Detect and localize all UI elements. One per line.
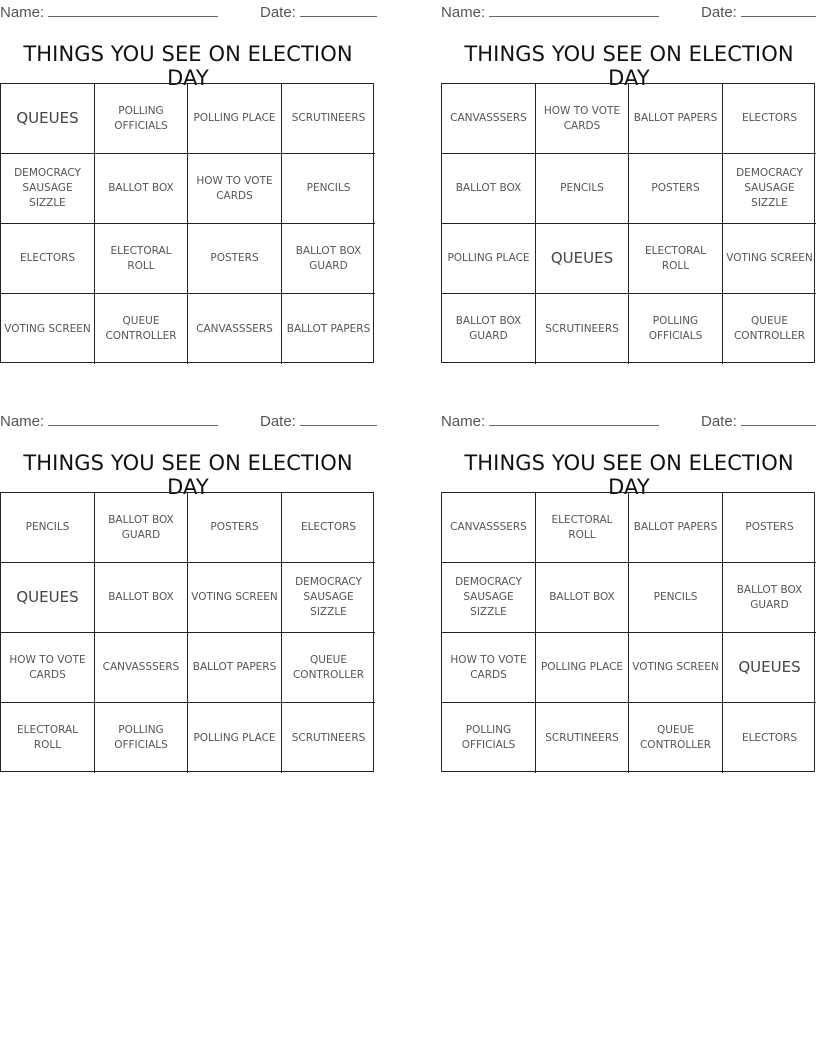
bingo-cell[interactable]: PENCILS [536,154,629,224]
bingo-cell[interactable]: POSTERS [723,493,816,563]
card-title: THINGS YOU SEE ON ELECTION DAY [464,451,794,499]
date-label: Date: [260,4,296,21]
bingo-cell[interactable]: POSTERS [188,224,282,294]
bingo-cell[interactable]: POSTERS [629,154,723,224]
bingo-cell[interactable]: CANVASSSERS [95,633,188,703]
bingo-cell[interactable]: HOW TO VOTE CARDS [536,84,629,154]
bingo-cell[interactable]: BALLOT BOX GUARD [442,294,536,364]
bingo-cell[interactable]: ELECTORS [1,224,95,294]
bingo-cell[interactable]: BALLOT PAPERS [188,633,282,703]
bingo-cell[interactable]: HOW TO VOTE CARDS [442,633,536,703]
card-header [0,2,376,20]
bingo-grid [441,83,815,363]
bingo-cell[interactable]: CANVASSSERS [188,294,282,364]
name-field[interactable] [441,2,659,21]
bingo-cell[interactable]: POLLING PLACE [442,224,536,294]
bingo-cell[interactable]: POLLING PLACE [536,633,629,703]
bingo-cell[interactable]: QUEUE CONTROLLER [629,703,723,773]
date-field[interactable] [260,2,377,21]
bingo-cell[interactable]: QUEUES [1,84,95,154]
bingo-card [0,409,376,785]
date-blank-line[interactable] [300,2,377,17]
name-blank-line[interactable] [489,411,659,426]
name-label: Name: [0,4,45,21]
name-label: Name: [441,4,486,21]
bingo-card [441,409,816,785]
date-label: Date: [260,413,296,430]
name-label: Name: [441,413,486,430]
bingo-cell[interactable]: BALLOT PAPERS [286,322,371,335]
bingo-cell[interactable]: ELECTORS [741,731,798,744]
bingo-cell[interactable]: ELECTORAL ROLL [95,224,188,294]
card-header [0,411,376,429]
bingo-cell[interactable]: BALLOT BOX [95,154,188,224]
bingo-cell[interactable]: BALLOT BOX [442,154,536,224]
card-header [441,411,816,429]
date-field[interactable] [260,411,377,430]
bingo-cell[interactable]: PENCILS [282,154,375,224]
bingo-cell[interactable]: QUEUE CONTROLLER [282,633,375,703]
bingo-cell[interactable]: BALLOT BOX GUARD [282,224,375,294]
date-blank-line[interactable] [741,411,816,426]
bingo-cell[interactable]: POLLING OFFICIALS [95,84,188,154]
bingo-cell[interactable]: POLLING OFFICIALS [629,294,723,364]
card-title: THINGS YOU SEE ON ELECTION DAY [464,42,794,90]
bingo-cell[interactable]: HOW TO VOTE CARDS [1,633,95,703]
bingo-grid [441,492,815,772]
bingo-cell[interactable]: ELECTORS [282,493,375,563]
bingo-cell[interactable]: BALLOT BOX [95,563,188,633]
card-title: THINGS YOU SEE ON ELECTION DAY [23,42,353,90]
bingo-cell[interactable]: QUEUES [723,633,816,703]
date-blank-line[interactable] [300,411,377,426]
bingo-cell[interactable]: SCRUTINEERS [536,703,629,773]
bingo-card [441,0,816,376]
bingo-cell[interactable]: POLLING PLACE [188,703,282,773]
bingo-cell[interactable]: HOW TO VOTE CARDS [188,154,282,224]
bingo-cell[interactable]: BALLOT BOX GUARD [95,493,188,563]
name-blank-line[interactable] [489,2,659,17]
bingo-cell[interactable]: DEMOCRACY SAUSAGE SIZZLE [442,563,536,633]
bingo-cell[interactable]: BALLOT BOX [536,563,629,633]
bingo-cell[interactable]: POSTERS [188,493,282,563]
name-field[interactable] [441,411,659,430]
bingo-cell[interactable]: QUEUES [536,224,629,294]
bingo-cell[interactable]: POLLING PLACE [188,84,282,154]
bingo-cell[interactable]: VOTING SCREEN [1,294,95,364]
bingo-cell[interactable]: PENCILS [1,493,95,563]
bingo-cell[interactable]: QUEUE CONTROLLER [95,294,188,364]
bingo-cell[interactable]: DEMOCRACY SAUSAGE SIZZLE [1,154,95,224]
bingo-cell[interactable]: VOTING SCREEN [188,563,282,633]
date-blank-line[interactable] [741,2,816,17]
bingo-cell[interactable]: PENCILS [629,563,723,633]
date-label: Date: [701,413,737,430]
bingo-cell[interactable]: QUEUE CONTROLLER [733,315,806,342]
bingo-cell[interactable]: POLLING OFFICIALS [442,703,536,773]
name-blank-line[interactable] [48,2,218,17]
name-field[interactable] [0,2,218,21]
bingo-cell[interactable]: CANVASSSERS [442,84,536,154]
bingo-cell[interactable]: VOTING SCREEN [629,633,723,703]
bingo-cell[interactable]: ELECTORAL ROLL [1,703,95,773]
card-title: THINGS YOU SEE ON ELECTION DAY [23,451,353,499]
bingo-card [0,0,376,376]
bingo-cell[interactable]: DEMOCRACY SAUSAGE SIZZLE [723,154,816,224]
bingo-cell[interactable]: ELECTORAL ROLL [536,493,629,563]
bingo-cell[interactable]: SCRUTINEERS [282,84,375,154]
bingo-cell[interactable]: DEMOCRACY SAUSAGE SIZZLE [282,563,375,633]
date-label: Date: [701,4,737,21]
bingo-cell[interactable]: BALLOT PAPERS [629,84,723,154]
bingo-cell[interactable]: POLLING OFFICIALS [95,703,188,773]
date-field[interactable] [701,411,816,430]
bingo-cell[interactable]: SCRUTINEERS [291,731,366,744]
bingo-cell[interactable]: SCRUTINEERS [536,294,629,364]
bingo-cell[interactable]: QUEUES [1,563,95,633]
card-header [441,2,816,20]
name-field[interactable] [0,411,218,430]
bingo-grid [0,83,374,363]
bingo-grid [0,492,374,772]
bingo-cell[interactable]: BALLOT PAPERS [629,493,723,563]
bingo-cell[interactable]: BALLOT BOX GUARD [723,563,816,633]
bingo-cell[interactable]: CANVASSSERS [442,493,536,563]
bingo-cell[interactable]: VOTING SCREEN [723,224,816,294]
date-field[interactable] [701,2,816,21]
bingo-cell[interactable]: ELECTORS [723,84,816,154]
name-blank-line[interactable] [48,411,218,426]
bingo-cell[interactable]: ELECTORAL ROLL [629,224,723,294]
name-label: Name: [0,413,45,430]
